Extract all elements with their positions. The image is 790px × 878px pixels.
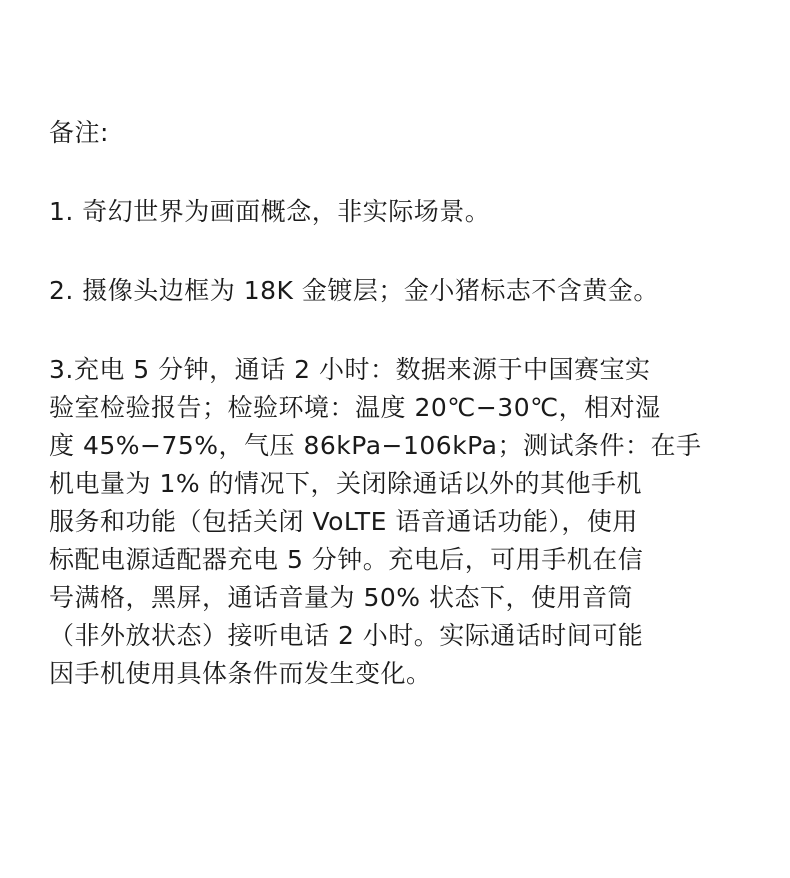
note-line: 标配电源适配器充电 5 分钟。充电后，可用手机在信 [49, 545, 644, 574]
note-line: 号满格，黑屏，通话音量为 50% 状态下，使用音筒 [49, 583, 633, 612]
note-item-3 [49, 351, 749, 693]
note-item-2 [49, 272, 749, 310]
note-line: （非外放状态）接听电话 2 小时。实际通话时间可能 [49, 621, 644, 650]
note-line: 因手机使用具体条件而发生变化。 [49, 659, 432, 688]
note-item-1 [49, 193, 749, 231]
note-line: 3.充电 5 分钟，通话 2 小时：数据来源于中国赛宝实 [49, 355, 651, 384]
notes-title: 备注: [49, 118, 109, 147]
note-line: 度 45%−75%，气压 86kPa−106kPa；测试条件：在手 [49, 431, 702, 460]
note-line: 机电量为 1% 的情况下，关闭除通话以外的其他手机 [49, 469, 643, 498]
note-line: 1. 奇幻世界为画面概念，非实际场景。 [49, 197, 491, 226]
note-line: 验室检验报告；检验环境：温度 20℃−30℃，相对湿 [49, 393, 661, 422]
notes-section [49, 114, 749, 693]
note-line: 2. 摄像头边框为 18K 金镀层；金小猪标志不含黄金。 [49, 276, 659, 305]
note-line: 服务和功能（包括关闭 VoLTE 语音通话功能），使用 [49, 507, 638, 536]
